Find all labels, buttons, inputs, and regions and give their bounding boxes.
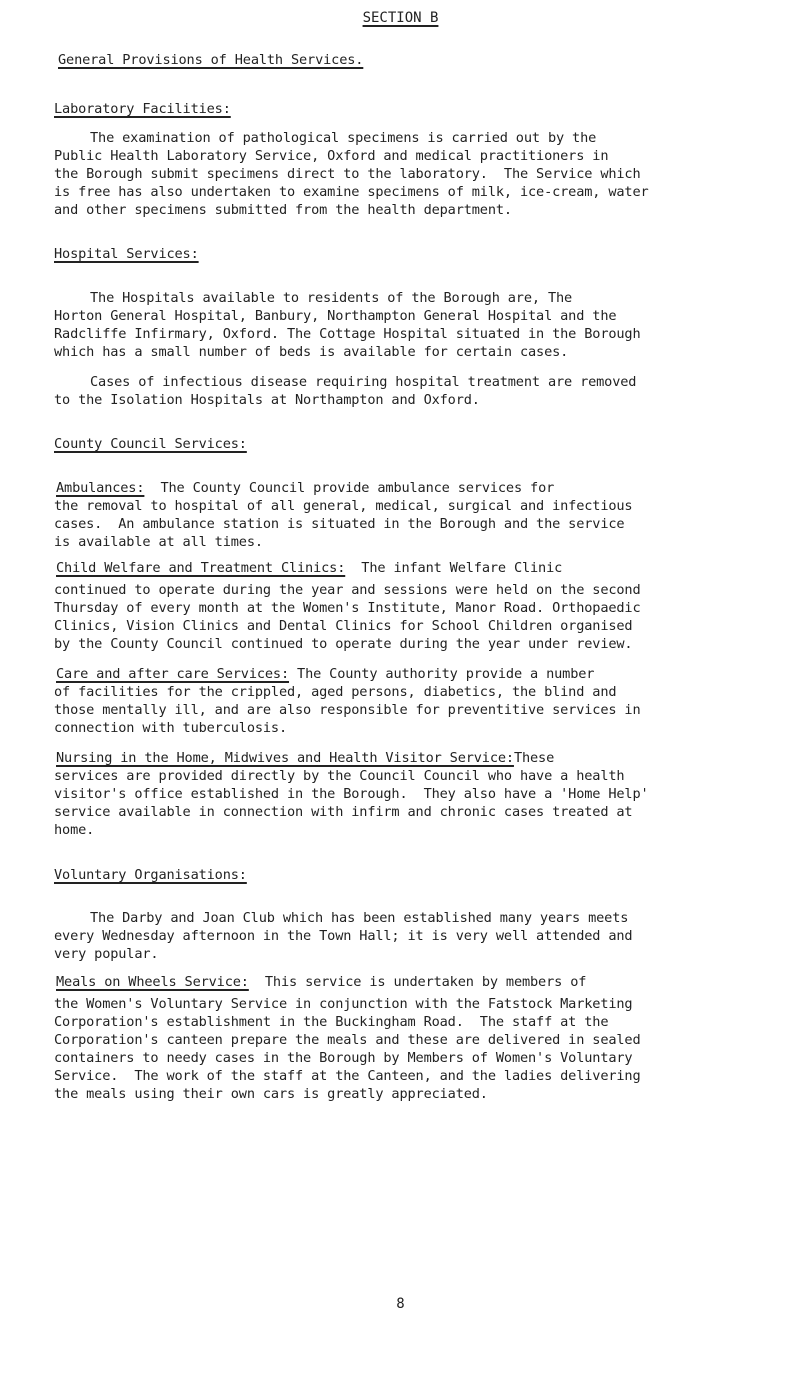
ambulance-text: cases. An ambulance station is situated in the Borough and the service	[54, 516, 625, 532]
voluntary-text: every Wednesday afternoon in the Town Hall; it is very well attended and	[54, 928, 633, 944]
child-welfare-paragraph	[56, 560, 562, 576]
nursing-text: home.	[54, 822, 95, 838]
nursing-text: service available in connection with infirm and chronic cases treated at	[54, 804, 633, 820]
hospital-text: Horton General Hospital, Banbury, Northampton General Hospital and the	[54, 308, 617, 324]
child-welfare-text: Thursday of every month at the Women's Institute, Manor Road. Orthopaedic	[54, 600, 641, 616]
care-text: those mentally ill, and are also responsible for preventitive services in	[54, 702, 641, 718]
meals-text: This service is undertaken by members of	[248, 974, 587, 990]
voluntary-text: The Darby and Joan Club which has been established many years meets	[90, 910, 629, 926]
child-welfare-text: Clinics, Vision Clinics and Dental Clinics for School Children organised	[54, 618, 633, 634]
ambulance-text: the removal to hospital of all general, medical, surgical and infectious	[54, 498, 633, 514]
laboratory-text: the Borough submit specimens direct to the laboratory. The Service which	[54, 166, 641, 182]
ambulance-heading: Ambulances:	[56, 480, 145, 496]
meals-text: Service. The work of the staff at the Canteen, and the ladies delivering	[54, 1068, 641, 1084]
nursing-heading: Nursing in the Home, Midwives and Health Visitor Service:	[56, 750, 514, 766]
nursing-text: visitor's office established in the Borough. They also have a 'Home Help'	[54, 786, 649, 802]
hospital-text: to the Isolation Hospitals at Northampton and Oxford.	[54, 392, 480, 408]
nursing-text: These	[513, 750, 555, 766]
laboratory-text: and other specimens submitted from the health department.	[54, 202, 512, 218]
hospital-text: Cases of infectious disease requiring hospital treatment are removed	[90, 374, 637, 390]
care-heading: Care and after care Services:	[56, 666, 289, 682]
care-text: connection with tuberculosis.	[54, 720, 287, 736]
ambulance-text: The County Council provide ambulance services for	[144, 480, 555, 496]
hospital-text: The Hospitals available to residents of the Borough are, The	[90, 290, 573, 306]
child-welfare-text: continued to operate during the year and sessions were held on the second	[54, 582, 641, 598]
meals-text: Corporation's canteen prepare the meals and these are delivered in sealed	[54, 1032, 641, 1048]
voluntary-heading: Voluntary Organisations:	[54, 867, 247, 883]
hospital-heading: Hospital Services:	[54, 246, 199, 262]
nursing-paragraph	[56, 750, 554, 766]
voluntary-text: very popular.	[54, 946, 159, 962]
laboratory-text: The examination of pathological specimens is carried out by the	[90, 130, 597, 146]
care-paragraph	[56, 666, 594, 682]
nursing-text: services are provided directly by the Council Council who have a health	[54, 768, 625, 784]
meals-text: Corporation's establishment in the Buckingham Road. The staff at the	[54, 1014, 609, 1030]
child-welfare-heading: Child Welfare and Treatment Clinics:	[56, 560, 346, 576]
meals-paragraph	[56, 974, 586, 990]
laboratory-text: Public Health Laboratory Service, Oxford and medical practitioners in	[54, 148, 609, 164]
meals-text: the meals using their own cars is greatly appreciated.	[54, 1086, 488, 1102]
hospital-text: which has a small number of beds is available for certain cases.	[54, 344, 569, 360]
care-text: The County authority provide a number	[289, 666, 595, 682]
hospital-text: Radcliffe Infirmary, Oxford. The Cottage Hospital situated in the Borough	[54, 326, 641, 342]
page-number: 8	[396, 1296, 405, 1312]
meals-text: the Women's Voluntary Service in conjunction with the Fatstock Marketing	[54, 996, 633, 1012]
meals-text: containers to needy cases in the Borough by Members of Women's Voluntary	[54, 1050, 633, 1066]
ambulance-paragraph	[56, 480, 554, 496]
section-title: SECTION B	[362, 10, 439, 26]
ambulance-text: is available at all times.	[54, 534, 263, 550]
meals-heading: Meals on Wheels Service:	[56, 974, 249, 990]
county-heading: County Council Services:	[54, 436, 247, 452]
child-welfare-text: The infant Welfare Clinic	[345, 560, 563, 576]
laboratory-heading: Laboratory Facilities:	[54, 101, 231, 117]
document-subtitle: General Provisions of Health Services.	[58, 52, 364, 68]
care-text: of facilities for the crippled, aged persons, diabetics, the blind and	[54, 684, 617, 700]
child-welfare-text: by the County Council continued to operate during the year under review.	[54, 636, 633, 652]
laboratory-text: is free has also undertaken to examine specimens of milk, ice-cream, water	[54, 184, 649, 200]
